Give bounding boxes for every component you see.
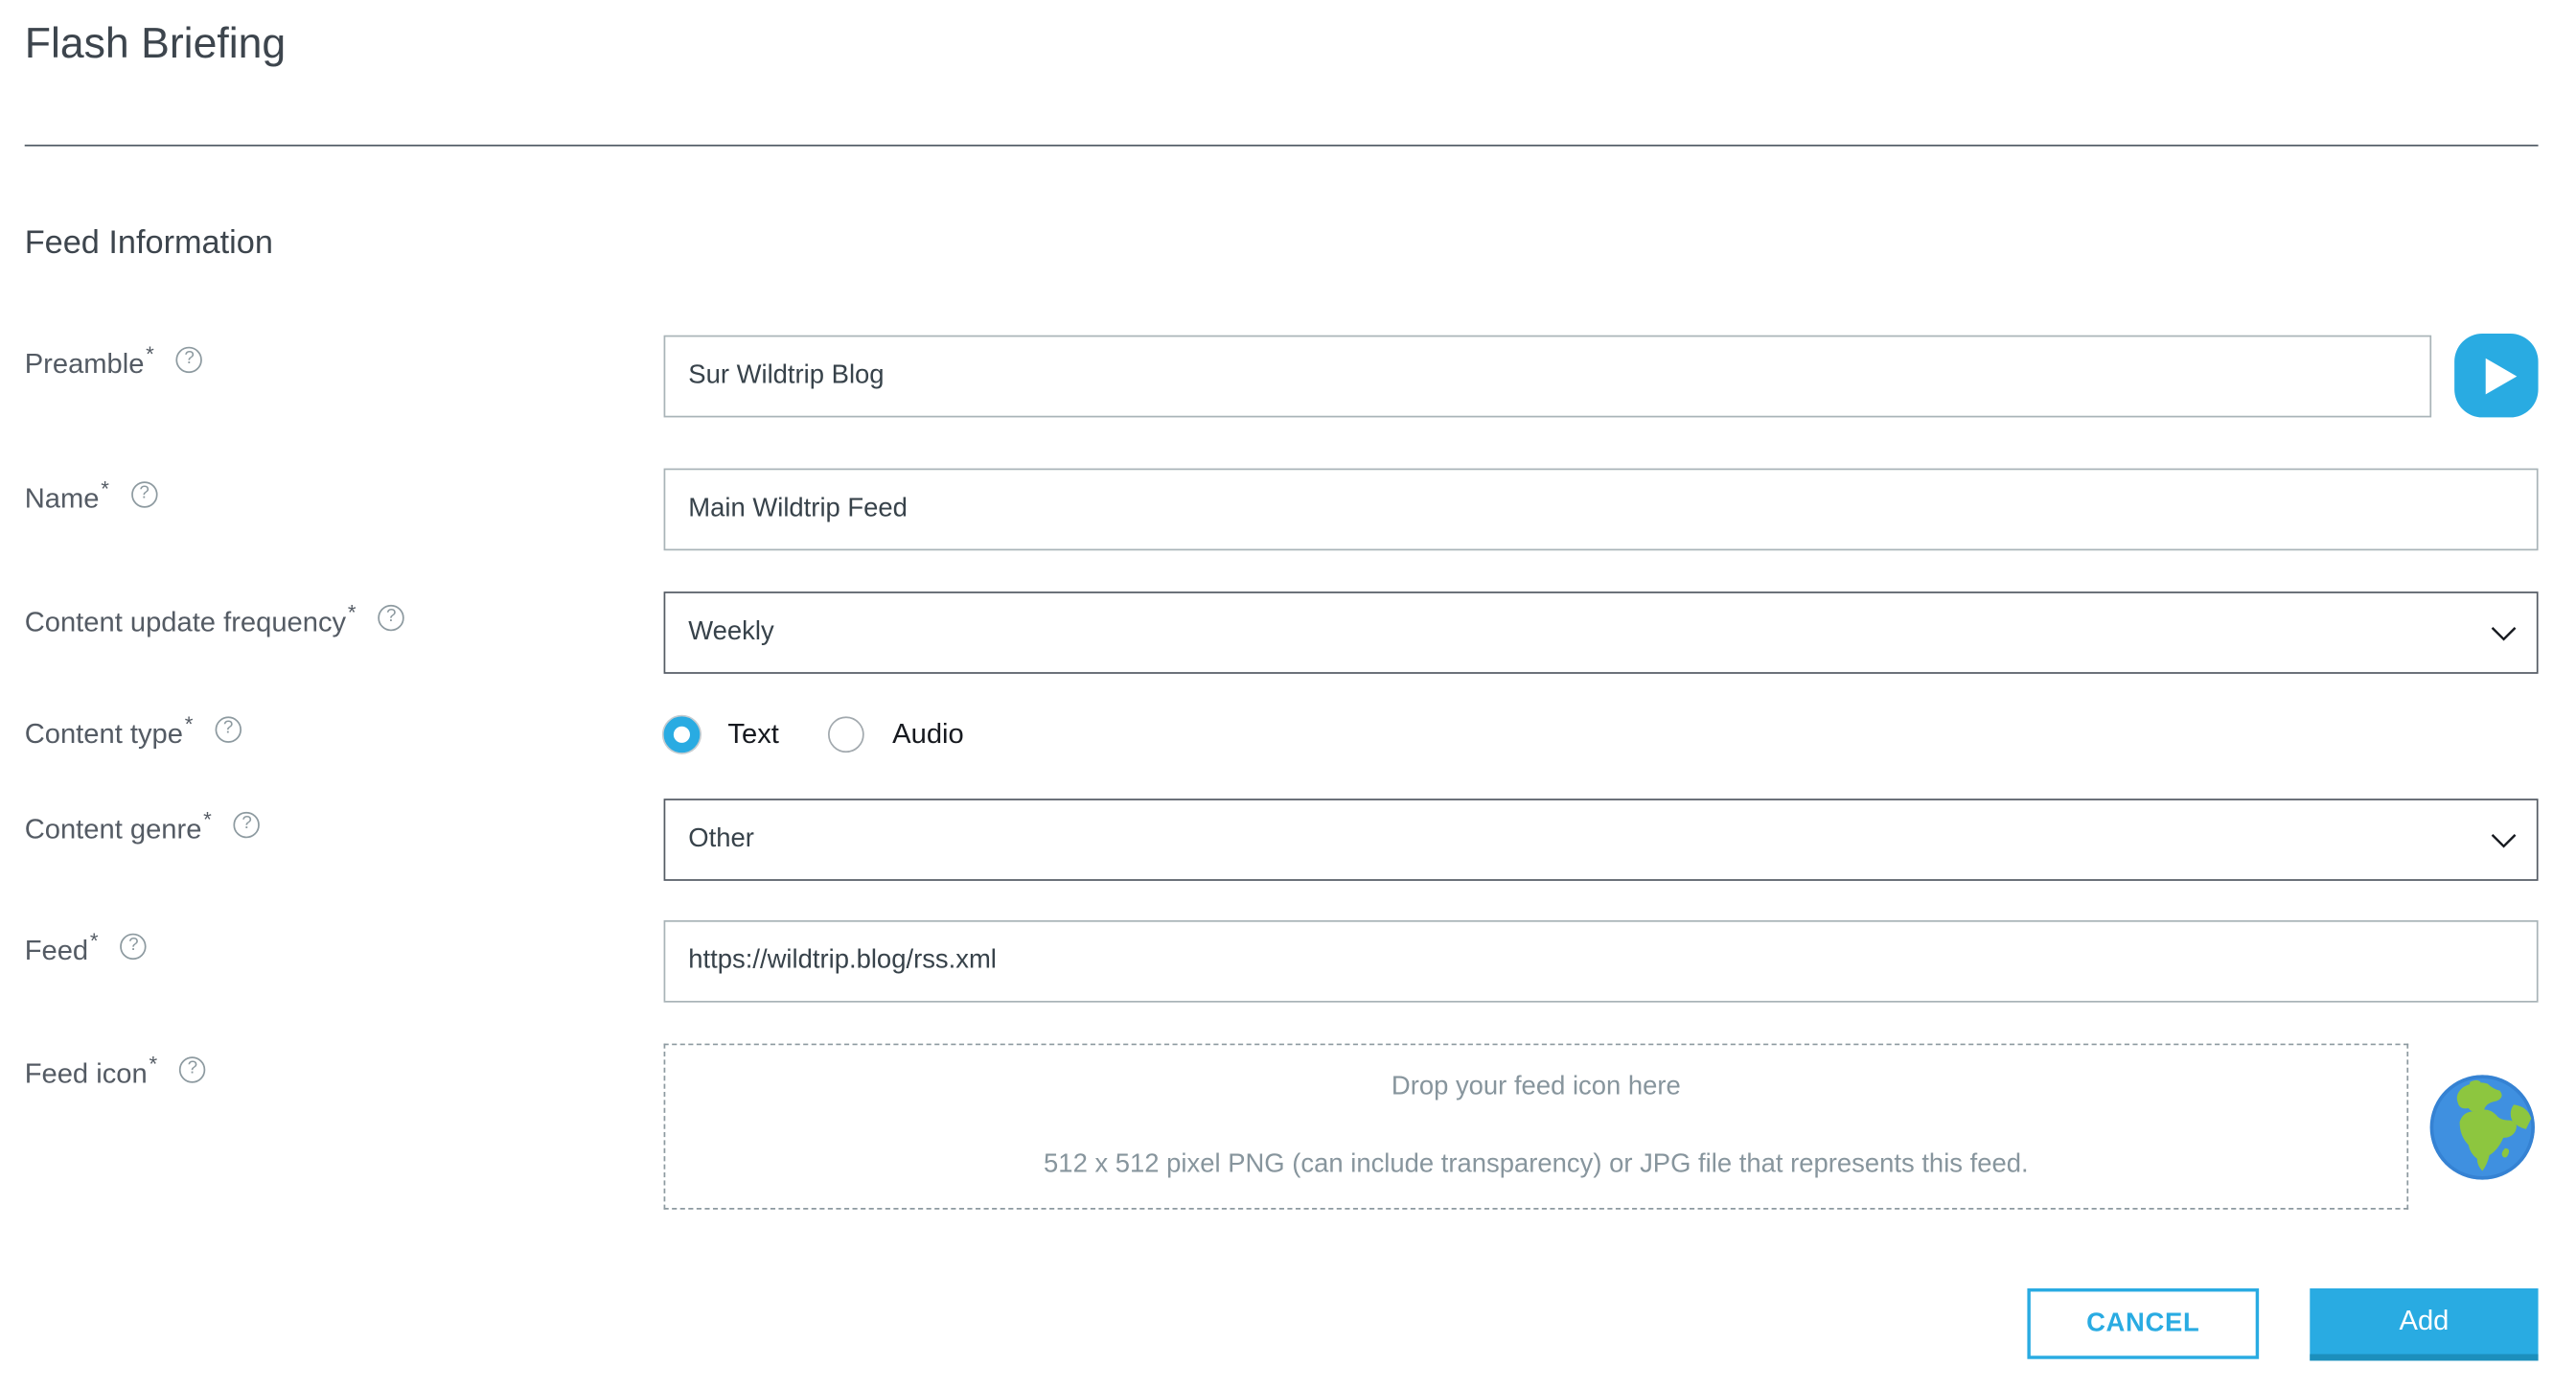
frequency-selected-value: Weekly: [688, 617, 774, 646]
required-asterisk: *: [101, 476, 109, 501]
chevron-down-icon: [2491, 833, 2517, 847]
frequency-row: [25, 591, 2539, 674]
genre-select[interactable]: [664, 799, 2539, 881]
content-type-label: Content type: [24, 718, 183, 750]
help-icon[interactable]: [121, 933, 147, 959]
question-mark-glyph: ?: [184, 348, 195, 368]
question-mark-glyph: ?: [242, 813, 252, 834]
frequency-label-cell: [25, 591, 664, 640]
required-asterisk: *: [184, 711, 194, 736]
name-label: Name: [24, 483, 100, 515]
cancel-button[interactable]: CANCEL: [2027, 1288, 2259, 1359]
radio-option-audio[interactable]: [828, 716, 963, 753]
add-button[interactable]: Add: [2310, 1288, 2538, 1360]
feed-information-form: [25, 334, 2539, 1360]
content-type-label-cell: [24, 711, 664, 753]
play-icon: [2485, 358, 2517, 394]
question-mark-glyph: ?: [222, 718, 234, 738]
frequency-label: Content update frequency: [24, 606, 347, 638]
required-asterisk: *: [203, 806, 212, 832]
dropzone-title: Drop your feed icon here: [1391, 1073, 1681, 1101]
feed-icon-row: [25, 1044, 2539, 1210]
help-icon[interactable]: [234, 811, 260, 837]
radio-unselected-icon: [828, 716, 864, 753]
question-mark-glyph: ?: [128, 935, 139, 955]
form-actions: [25, 1288, 2539, 1360]
radio-option-text[interactable]: [664, 716, 779, 753]
section-title-feed-information: Feed Information: [24, 224, 273, 262]
help-icon[interactable]: [379, 604, 404, 630]
genre-label-cell: [25, 799, 664, 847]
title-divider: [25, 145, 2539, 147]
content-type-radio-group: [664, 715, 2539, 753]
page-title: Flash Briefing: [24, 17, 287, 68]
play-preamble-button[interactable]: [2454, 334, 2538, 417]
genre-label: Content genre: [24, 813, 202, 846]
feed-label: Feed: [24, 935, 89, 966]
genre-selected-value: Other: [688, 824, 754, 853]
question-mark-glyph: ?: [386, 606, 397, 627]
radio-option-audio-label: Audio: [892, 718, 964, 750]
radio-option-text-label: Text: [727, 718, 779, 750]
help-icon[interactable]: [179, 1055, 205, 1081]
help-icon[interactable]: [131, 480, 157, 506]
question-mark-glyph: ?: [139, 483, 150, 503]
name-row: [25, 469, 2539, 551]
feed-icon-label-cell: [25, 1044, 664, 1093]
content-type-row: [24, 711, 2539, 753]
globe-icon: [2426, 1071, 2539, 1183]
preamble-input[interactable]: [664, 335, 2432, 417]
name-label-cell: [25, 469, 664, 518]
help-icon[interactable]: [176, 346, 202, 372]
preamble-label: Preamble: [24, 348, 145, 380]
dropzone-hint: 512 x 512 pixel PNG (can include transparency) or JPG file that represents this feed.: [1044, 1150, 2029, 1179]
required-asterisk: *: [347, 599, 356, 625]
chevron-down-icon: [2491, 626, 2517, 640]
genre-row: [25, 799, 2539, 881]
question-mark-glyph: ?: [187, 1058, 198, 1078]
feed-icon-label: Feed icon: [24, 1058, 148, 1090]
preamble-label-cell: [25, 334, 664, 382]
feed-label-cell: [25, 920, 664, 969]
feed-row: [25, 920, 2539, 1003]
help-icon[interactable]: [215, 716, 241, 742]
name-input[interactable]: [664, 469, 2539, 551]
required-asterisk: *: [149, 1052, 158, 1077]
radio-selected-icon: [664, 716, 701, 753]
required-asterisk: *: [89, 928, 99, 954]
preamble-row: [25, 334, 2539, 417]
feed-url-input[interactable]: [664, 920, 2539, 1003]
required-asterisk: *: [146, 341, 154, 367]
frequency-select[interactable]: [664, 591, 2539, 674]
feed-icon-dropzone[interactable]: [664, 1044, 2409, 1210]
